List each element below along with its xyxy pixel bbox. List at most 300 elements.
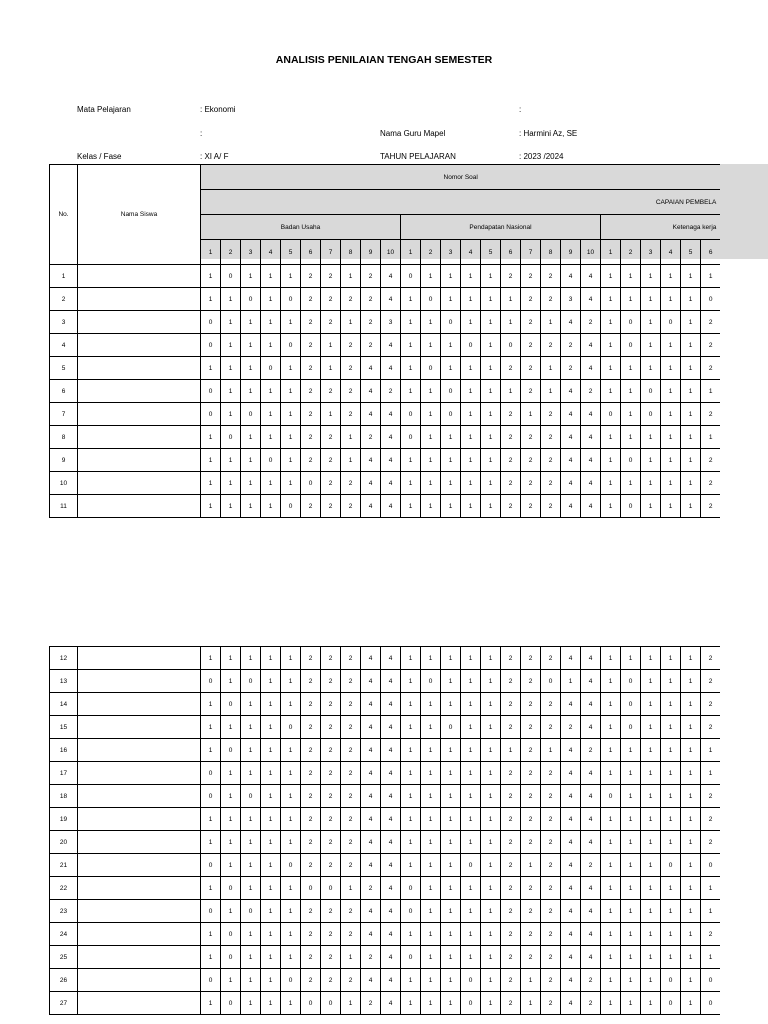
score-cell[interactable]: 2 [321,311,341,334]
score-cell[interactable]: 4 [381,854,401,877]
score-cell[interactable]: 2 [301,808,321,831]
score-cell[interactable]: 1 [681,495,701,518]
score-cell[interactable]: 2 [541,831,561,854]
score-cell[interactable]: 2 [521,647,541,670]
score-cell[interactable]: 1 [421,716,441,739]
score-cell[interactable]: 1 [321,357,341,380]
score-cell[interactable]: 2 [341,693,361,716]
score-cell[interactable]: 2 [541,923,561,946]
score-cell[interactable]: 4 [561,946,581,969]
score-cell[interactable]: 2 [321,426,341,449]
score-cell[interactable]: 1 [201,877,221,900]
score-cell[interactable]: 1 [241,334,261,357]
score-cell[interactable]: 1 [461,647,481,670]
score-cell[interactable]: 1 [681,357,701,380]
score-cell[interactable]: 2 [341,647,361,670]
score-cell[interactable]: 1 [201,495,221,518]
score-cell[interactable]: 1 [621,992,641,1015]
score-cell[interactable]: 1 [201,265,221,288]
student-name-cell[interactable] [78,334,201,357]
score-cell[interactable]: 4 [361,357,381,380]
score-cell[interactable]: 1 [341,265,361,288]
score-cell[interactable]: 0 [201,762,221,785]
score-cell[interactable]: 2 [321,288,341,311]
score-cell[interactable]: 2 [521,449,541,472]
score-cell[interactable]: 0 [461,854,481,877]
score-cell[interactable]: 1 [261,900,281,923]
score-cell[interactable]: 1 [421,923,441,946]
student-name-cell[interactable] [78,693,201,716]
score-cell[interactable]: 2 [521,334,541,357]
score-cell[interactable]: 4 [361,472,381,495]
score-cell[interactable]: 0 [401,426,421,449]
score-cell[interactable]: 2 [701,334,721,357]
score-cell[interactable]: 1 [681,670,701,693]
score-cell[interactable]: 0 [401,265,421,288]
score-cell[interactable]: 1 [201,472,221,495]
score-cell[interactable]: 1 [261,311,281,334]
score-cell[interactable]: 2 [521,762,541,785]
score-cell[interactable]: 1 [241,831,261,854]
student-name-cell[interactable] [78,923,201,946]
score-cell[interactable]: 1 [241,357,261,380]
score-cell[interactable]: 0 [221,426,241,449]
score-cell[interactable]: 1 [661,900,681,923]
score-cell[interactable]: 0 [421,288,441,311]
score-cell[interactable]: 2 [341,472,361,495]
score-cell[interactable]: 1 [481,831,501,854]
score-cell[interactable]: 1 [641,716,661,739]
score-cell[interactable]: 4 [361,969,381,992]
score-cell[interactable]: 1 [681,992,701,1015]
score-cell[interactable]: 2 [321,739,341,762]
score-cell[interactable]: 1 [441,946,461,969]
score-cell[interactable]: 2 [521,877,541,900]
score-cell[interactable]: 2 [701,923,721,946]
score-cell[interactable]: 2 [521,785,541,808]
score-cell[interactable]: 2 [321,380,341,403]
score-cell[interactable]: 2 [501,670,521,693]
score-cell[interactable]: 1 [461,449,481,472]
score-cell[interactable]: 1 [461,357,481,380]
score-cell[interactable]: 1 [441,762,461,785]
score-cell[interactable]: 4 [381,670,401,693]
score-cell[interactable]: 1 [661,739,681,762]
score-cell[interactable]: 1 [601,808,621,831]
score-cell[interactable]: 1 [641,992,661,1015]
score-cell[interactable]: 1 [341,946,361,969]
score-cell[interactable]: 1 [681,762,701,785]
score-cell[interactable]: 1 [261,785,281,808]
score-cell[interactable]: 2 [521,426,541,449]
score-cell[interactable]: 1 [221,854,241,877]
score-cell[interactable]: 2 [501,716,521,739]
score-cell[interactable]: 1 [201,992,221,1015]
score-cell[interactable]: 1 [661,831,681,854]
score-cell[interactable]: 2 [701,311,721,334]
score-cell[interactable]: 2 [361,334,381,357]
student-name-cell[interactable] [78,288,201,311]
score-cell[interactable]: 1 [441,693,461,716]
score-cell[interactable]: 0 [441,380,461,403]
score-cell[interactable]: 4 [581,670,601,693]
score-cell[interactable]: 4 [361,831,381,854]
score-cell[interactable]: 1 [481,357,501,380]
score-cell[interactable]: 2 [341,357,361,380]
score-cell[interactable]: 4 [561,739,581,762]
score-cell[interactable]: 0 [701,969,721,992]
score-cell[interactable]: 2 [301,357,321,380]
score-cell[interactable]: 1 [241,762,261,785]
score-cell[interactable]: 1 [421,762,441,785]
score-cell[interactable]: 2 [541,946,561,969]
score-cell[interactable]: 2 [521,900,541,923]
score-cell[interactable]: 1 [641,426,661,449]
score-cell[interactable]: 2 [341,670,361,693]
score-cell[interactable]: 1 [601,877,621,900]
score-cell[interactable]: 2 [541,288,561,311]
score-cell[interactable]: 1 [401,739,421,762]
score-cell[interactable]: 1 [201,288,221,311]
score-cell[interactable]: 4 [381,923,401,946]
score-cell[interactable]: 1 [221,762,241,785]
score-cell[interactable]: 1 [501,380,521,403]
score-cell[interactable]: 1 [341,449,361,472]
score-cell[interactable]: 0 [261,449,281,472]
score-cell[interactable]: 2 [521,472,541,495]
score-cell[interactable]: 1 [661,288,681,311]
score-cell[interactable]: 1 [521,992,541,1015]
score-cell[interactable]: 1 [621,265,641,288]
score-cell[interactable]: 4 [381,969,401,992]
score-cell[interactable]: 1 [401,808,421,831]
score-cell[interactable]: 4 [381,426,401,449]
score-cell[interactable]: 1 [481,762,501,785]
score-cell[interactable]: 1 [681,808,701,831]
score-cell[interactable]: 0 [201,380,221,403]
score-cell[interactable]: 1 [661,785,681,808]
score-cell[interactable]: 0 [241,288,261,311]
score-cell[interactable]: 0 [221,946,241,969]
score-cell[interactable]: 2 [541,854,561,877]
score-cell[interactable]: 2 [301,449,321,472]
score-cell[interactable]: 1 [481,449,501,472]
score-cell[interactable]: 4 [561,854,581,877]
score-cell[interactable]: 1 [421,992,441,1015]
score-cell[interactable]: 1 [681,426,701,449]
score-cell[interactable]: 1 [481,716,501,739]
score-cell[interactable]: 1 [621,426,641,449]
score-cell[interactable]: 1 [661,426,681,449]
score-cell[interactable]: 1 [441,877,461,900]
score-cell[interactable]: 1 [481,472,501,495]
score-cell[interactable]: 4 [361,495,381,518]
score-cell[interactable]: 0 [201,969,221,992]
score-cell[interactable]: 4 [581,900,601,923]
score-cell[interactable]: 1 [641,877,661,900]
score-cell[interactable]: 1 [461,311,481,334]
score-cell[interactable]: 1 [241,426,261,449]
score-cell[interactable]: 4 [581,877,601,900]
score-cell[interactable]: 2 [541,403,561,426]
score-cell[interactable]: 1 [681,785,701,808]
score-cell[interactable]: 1 [601,334,621,357]
score-cell[interactable]: 1 [221,495,241,518]
student-name-cell[interactable] [78,311,201,334]
score-cell[interactable]: 1 [261,647,281,670]
score-cell[interactable]: 1 [421,265,441,288]
score-cell[interactable]: 2 [521,357,541,380]
score-cell[interactable]: 1 [201,831,221,854]
score-cell[interactable]: 1 [281,992,301,1015]
score-cell[interactable]: 1 [481,992,501,1015]
score-cell[interactable]: 1 [641,449,661,472]
score-cell[interactable]: 1 [261,877,281,900]
student-name-cell[interactable] [78,739,201,762]
score-cell[interactable]: 1 [261,946,281,969]
score-cell[interactable]: 1 [481,265,501,288]
score-cell[interactable]: 4 [561,380,581,403]
score-cell[interactable]: 1 [281,693,301,716]
score-cell[interactable]: 4 [561,877,581,900]
student-name-cell[interactable] [78,969,201,992]
student-name-cell[interactable] [78,946,201,969]
score-cell[interactable]: 4 [361,762,381,785]
score-cell[interactable]: 4 [381,785,401,808]
score-cell[interactable]: 2 [521,380,541,403]
score-cell[interactable]: 2 [341,495,361,518]
score-cell[interactable]: 4 [381,403,401,426]
score-cell[interactable]: 1 [341,426,361,449]
score-cell[interactable]: 4 [381,716,401,739]
score-cell[interactable]: 1 [461,265,481,288]
score-cell[interactable]: 1 [601,647,621,670]
score-cell[interactable]: 4 [561,311,581,334]
score-cell[interactable]: 2 [361,877,381,900]
score-cell[interactable]: 1 [441,334,461,357]
score-cell[interactable]: 1 [661,670,681,693]
score-cell[interactable]: 4 [561,693,581,716]
student-name-cell[interactable] [78,449,201,472]
score-cell[interactable]: 1 [621,831,641,854]
score-cell[interactable]: 2 [521,923,541,946]
score-cell[interactable]: 1 [461,946,481,969]
score-cell[interactable]: 2 [541,426,561,449]
score-cell[interactable]: 1 [241,854,261,877]
score-cell[interactable]: 0 [321,877,341,900]
score-cell[interactable]: 1 [481,923,501,946]
score-cell[interactable]: 1 [241,877,261,900]
score-cell[interactable]: 1 [201,739,221,762]
score-cell[interactable]: 3 [381,311,401,334]
score-cell[interactable]: 1 [701,877,721,900]
score-cell[interactable]: 4 [561,831,581,854]
score-cell[interactable]: 1 [401,762,421,785]
score-cell[interactable]: 1 [241,449,261,472]
score-cell[interactable]: 4 [561,969,581,992]
score-cell[interactable]: 1 [661,877,681,900]
score-cell[interactable]: 1 [601,946,621,969]
score-cell[interactable]: 1 [661,647,681,670]
score-cell[interactable]: 2 [581,380,601,403]
score-cell[interactable]: 0 [601,785,621,808]
score-cell[interactable]: 1 [641,334,661,357]
score-cell[interactable]: 4 [581,426,601,449]
student-name-cell[interactable] [78,403,201,426]
score-cell[interactable]: 1 [421,969,441,992]
score-cell[interactable]: 1 [541,380,561,403]
score-cell[interactable]: 1 [521,403,541,426]
student-name-cell[interactable] [78,992,201,1015]
score-cell[interactable]: 2 [541,693,561,716]
score-cell[interactable]: 1 [641,357,661,380]
score-cell[interactable]: 2 [301,785,321,808]
score-cell[interactable]: 1 [681,739,701,762]
score-cell[interactable]: 1 [661,334,681,357]
score-cell[interactable]: 1 [241,380,261,403]
score-cell[interactable]: 1 [421,808,441,831]
score-cell[interactable]: 4 [361,785,381,808]
score-cell[interactable]: 0 [661,992,681,1015]
score-cell[interactable]: 1 [641,647,661,670]
score-cell[interactable]: 2 [581,992,601,1015]
score-cell[interactable]: 2 [321,647,341,670]
score-cell[interactable]: 1 [701,900,721,923]
score-cell[interactable]: 1 [481,969,501,992]
score-cell[interactable]: 1 [681,923,701,946]
score-cell[interactable]: 1 [641,854,661,877]
score-cell[interactable]: 1 [441,357,461,380]
score-cell[interactable]: 1 [241,693,261,716]
score-cell[interactable]: 2 [301,288,321,311]
score-cell[interactable]: 1 [481,670,501,693]
student-name-cell[interactable] [78,426,201,449]
score-cell[interactable]: 4 [361,693,381,716]
score-cell[interactable]: 2 [321,969,341,992]
score-cell[interactable]: 1 [481,946,501,969]
score-cell[interactable]: 4 [581,265,601,288]
score-cell[interactable]: 4 [361,449,381,472]
score-cell[interactable]: 1 [261,472,281,495]
score-cell[interactable]: 1 [401,785,421,808]
score-cell[interactable]: 0 [621,693,641,716]
score-cell[interactable]: 0 [641,403,661,426]
score-cell[interactable]: 4 [561,426,581,449]
score-cell[interactable]: 1 [261,762,281,785]
score-cell[interactable]: 2 [321,900,341,923]
score-cell[interactable]: 0 [201,334,221,357]
score-cell[interactable]: 2 [341,716,361,739]
score-cell[interactable]: 1 [421,900,441,923]
score-cell[interactable]: 1 [421,334,441,357]
score-cell[interactable]: 2 [321,854,341,877]
score-cell[interactable]: 4 [381,449,401,472]
score-cell[interactable]: 1 [621,808,641,831]
score-cell[interactable]: 1 [441,923,461,946]
score-cell[interactable]: 2 [701,495,721,518]
score-cell[interactable]: 1 [221,670,241,693]
score-cell[interactable]: 1 [281,265,301,288]
score-cell[interactable]: 1 [441,808,461,831]
score-cell[interactable]: 4 [561,472,581,495]
score-cell[interactable]: 1 [661,808,681,831]
score-cell[interactable]: 1 [641,265,661,288]
score-cell[interactable]: 2 [521,946,541,969]
score-cell[interactable]: 2 [581,311,601,334]
score-cell[interactable]: 1 [241,265,261,288]
score-cell[interactable]: 1 [661,923,681,946]
score-cell[interactable]: 2 [501,449,521,472]
score-cell[interactable]: 1 [481,854,501,877]
score-cell[interactable]: 1 [461,380,481,403]
score-cell[interactable]: 0 [461,992,481,1015]
score-cell[interactable]: 1 [621,877,641,900]
score-cell[interactable]: 1 [421,647,441,670]
score-cell[interactable]: 1 [401,831,421,854]
score-cell[interactable]: 1 [481,403,501,426]
score-cell[interactable]: 0 [221,877,241,900]
score-cell[interactable]: 1 [261,403,281,426]
score-cell[interactable]: 0 [201,403,221,426]
score-cell[interactable]: 1 [681,854,701,877]
score-cell[interactable]: 2 [701,670,721,693]
score-cell[interactable]: 1 [601,854,621,877]
score-cell[interactable]: 0 [221,265,241,288]
score-cell[interactable]: 1 [281,426,301,449]
score-cell[interactable]: 1 [201,946,221,969]
score-cell[interactable]: 1 [421,785,441,808]
score-cell[interactable]: 2 [501,403,521,426]
score-cell[interactable]: 1 [681,716,701,739]
score-cell[interactable]: 1 [201,449,221,472]
score-cell[interactable]: 2 [301,334,321,357]
score-cell[interactable]: 2 [321,762,341,785]
score-cell[interactable]: 1 [541,357,561,380]
score-cell[interactable]: 1 [261,854,281,877]
score-cell[interactable]: 0 [621,495,641,518]
score-cell[interactable]: 4 [361,854,381,877]
score-cell[interactable]: 1 [221,716,241,739]
score-cell[interactable]: 1 [441,647,461,670]
score-cell[interactable]: 1 [641,495,661,518]
score-cell[interactable]: 0 [201,670,221,693]
score-cell[interactable]: 1 [241,992,261,1015]
score-cell[interactable]: 0 [201,900,221,923]
score-cell[interactable]: 1 [481,693,501,716]
score-cell[interactable]: 1 [461,785,481,808]
score-cell[interactable]: 2 [701,472,721,495]
score-cell[interactable]: 1 [681,693,701,716]
score-cell[interactable]: 2 [501,877,521,900]
score-cell[interactable]: 1 [281,923,301,946]
score-cell[interactable]: 0 [621,449,641,472]
score-cell[interactable]: 1 [641,785,661,808]
score-cell[interactable]: 0 [281,854,301,877]
score-cell[interactable]: 2 [581,854,601,877]
score-cell[interactable]: 1 [261,716,281,739]
score-cell[interactable]: 4 [561,403,581,426]
score-cell[interactable]: 1 [501,739,521,762]
score-cell[interactable]: 1 [401,472,421,495]
student-name-cell[interactable] [78,854,201,877]
score-cell[interactable]: 0 [461,334,481,357]
score-cell[interactable]: 1 [481,647,501,670]
score-cell[interactable]: 2 [501,785,521,808]
score-cell[interactable]: 1 [481,877,501,900]
score-cell[interactable]: 0 [621,716,641,739]
score-cell[interactable]: 1 [461,403,481,426]
score-cell[interactable]: 4 [381,992,401,1015]
